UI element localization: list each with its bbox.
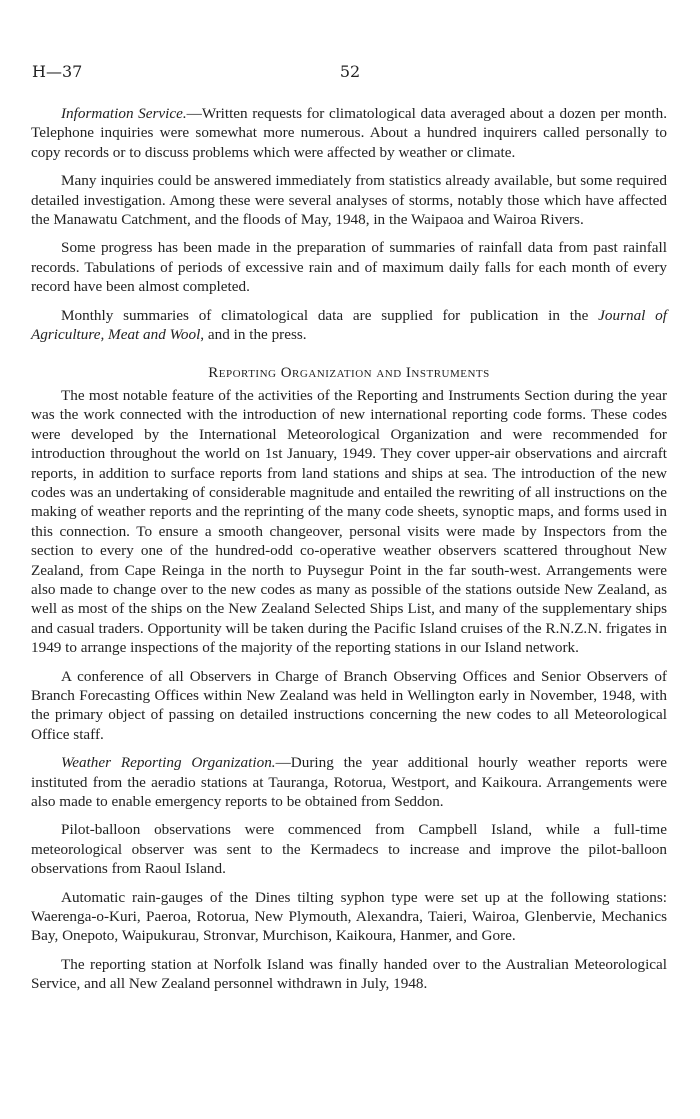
- paragraph: Some progress has been made in the preparation of summaries of rainfall data from past rainfall records. Tabulations of periods of excessive rain and of maximum daily falls for each month of every record have been almost completed.: [31, 239, 667, 296]
- body-text: [31, 104, 667, 994]
- paragraph: The reporting station at Norfolk Island was finally handed over to the Australian Meteorological Service, and all New Zealand personnel withdrawn in July, 1948.: [31, 955, 667, 993]
- document-reference: H—37: [32, 62, 83, 81]
- paragraph: Many inquiries could be answered immediately from statistics already available, but some required detailed investigation. Among these were several analyses of storms, notably those which have affected the Manawatu Catchment, and the floods of May, 1948, in the Waipaoa and Wairoa Rivers.: [31, 172, 667, 229]
- paragraph: Automatic rain-gauges of the Dines tilting syphon type were set up at the following stations: Waerenga-o-Kuri, Paeroa, Rotorua, New Plymouth, Alexandra, Taieri, Wairoa, Glenbervie, Mechanics Bay, Onepoto, Waipukurau, Stronvar, Murchison, Kaikoura, Hanmer, and Gore.: [31, 888, 667, 945]
- paragraph: The most notable feature of the activities of the Reporting and Instruments Section during the year was the work connected with the introduction of new international reporting code forms. These codes were developed by the International Meteorological Organization and were recommended for introduction throughout the world on 1st January, 1949. They cover upper-air observations and aircraft reports, in addition to surface reports from land stations and ships at sea. The introduction of the new codes was an undertaking of considerable magnitude and entailed the rewriting of all instructions on the making of weather reports and the reprinting of the many code sheets, synoptic maps, and forms used in this connection. To ensure a smooth changeover, personal visits were made by Inspectors from the section to every one of the hundred-odd co-operative weather observers scattered throughout New Zealand, from Cape Reinga in the north to Puysegur Point in the far south-west. Arrangements were also made to change over to the new codes as many as possible of the stations outside New Zealand, as well as most of the ships on the New Zealand Selected Ships List, and many of the supplementary ships and casual traders. Opportunity will be taken during the Pacific Island cruises of the R.N.Z.N. frigates in 1949 to arrange inspections of the majority of the reporting stations in our Island network.: [31, 386, 667, 657]
- journal-title: Journal of Agriculture, Meat and Wool: [31, 306, 667, 344]
- paragraph: Pilot-balloon observations were commenced from Campbell Island, while a full-time meteorological observer was sent to the Kermadecs to increase and improve the pilot-balloon observations from Raoul Island.: [31, 821, 667, 878]
- page-header: [32, 62, 668, 82]
- paragraph: A conference of all Observers in Charge of Branch Observing Offices and Senior Observers of Branch Forecasting Offices within New Zealand was held in Wellington early in November, 1948, with the primary object of passing on detailed instructions concerning the new codes to all Meteorological Office staff.: [31, 667, 667, 743]
- section-heading: Reporting Organization and Instruments: [208, 365, 490, 382]
- page-number: 52: [339, 62, 361, 81]
- paragraph-weather-reporting: Weather Reporting Organization.—During the year additional hourly weather reports were instituted from the aeradio stations at Tauranga, Rotorua, Westport, and Kaikoura. Arrangements were also made to enable emergency reports to be obtained from Seddon.: [31, 754, 668, 810]
- run-in-heading: Weather Reporting Organization.: [61, 754, 276, 772]
- paragraph-monthly-summaries: Monthly summaries of climatological data are supplied for publication in the Journal of Agriculture, Meat and Wool, and in the press.: [31, 306, 667, 344]
- run-in-heading: Information Service.: [61, 105, 187, 122]
- paragraph-information-service: Information Service.—Written requests for climatological data averaged about a dozen per month. Telephone inquiries were somewhat more numerous. About a hundred inquirers called personally to copy records or to discuss problems which were affected by weather or climate.: [31, 105, 667, 161]
